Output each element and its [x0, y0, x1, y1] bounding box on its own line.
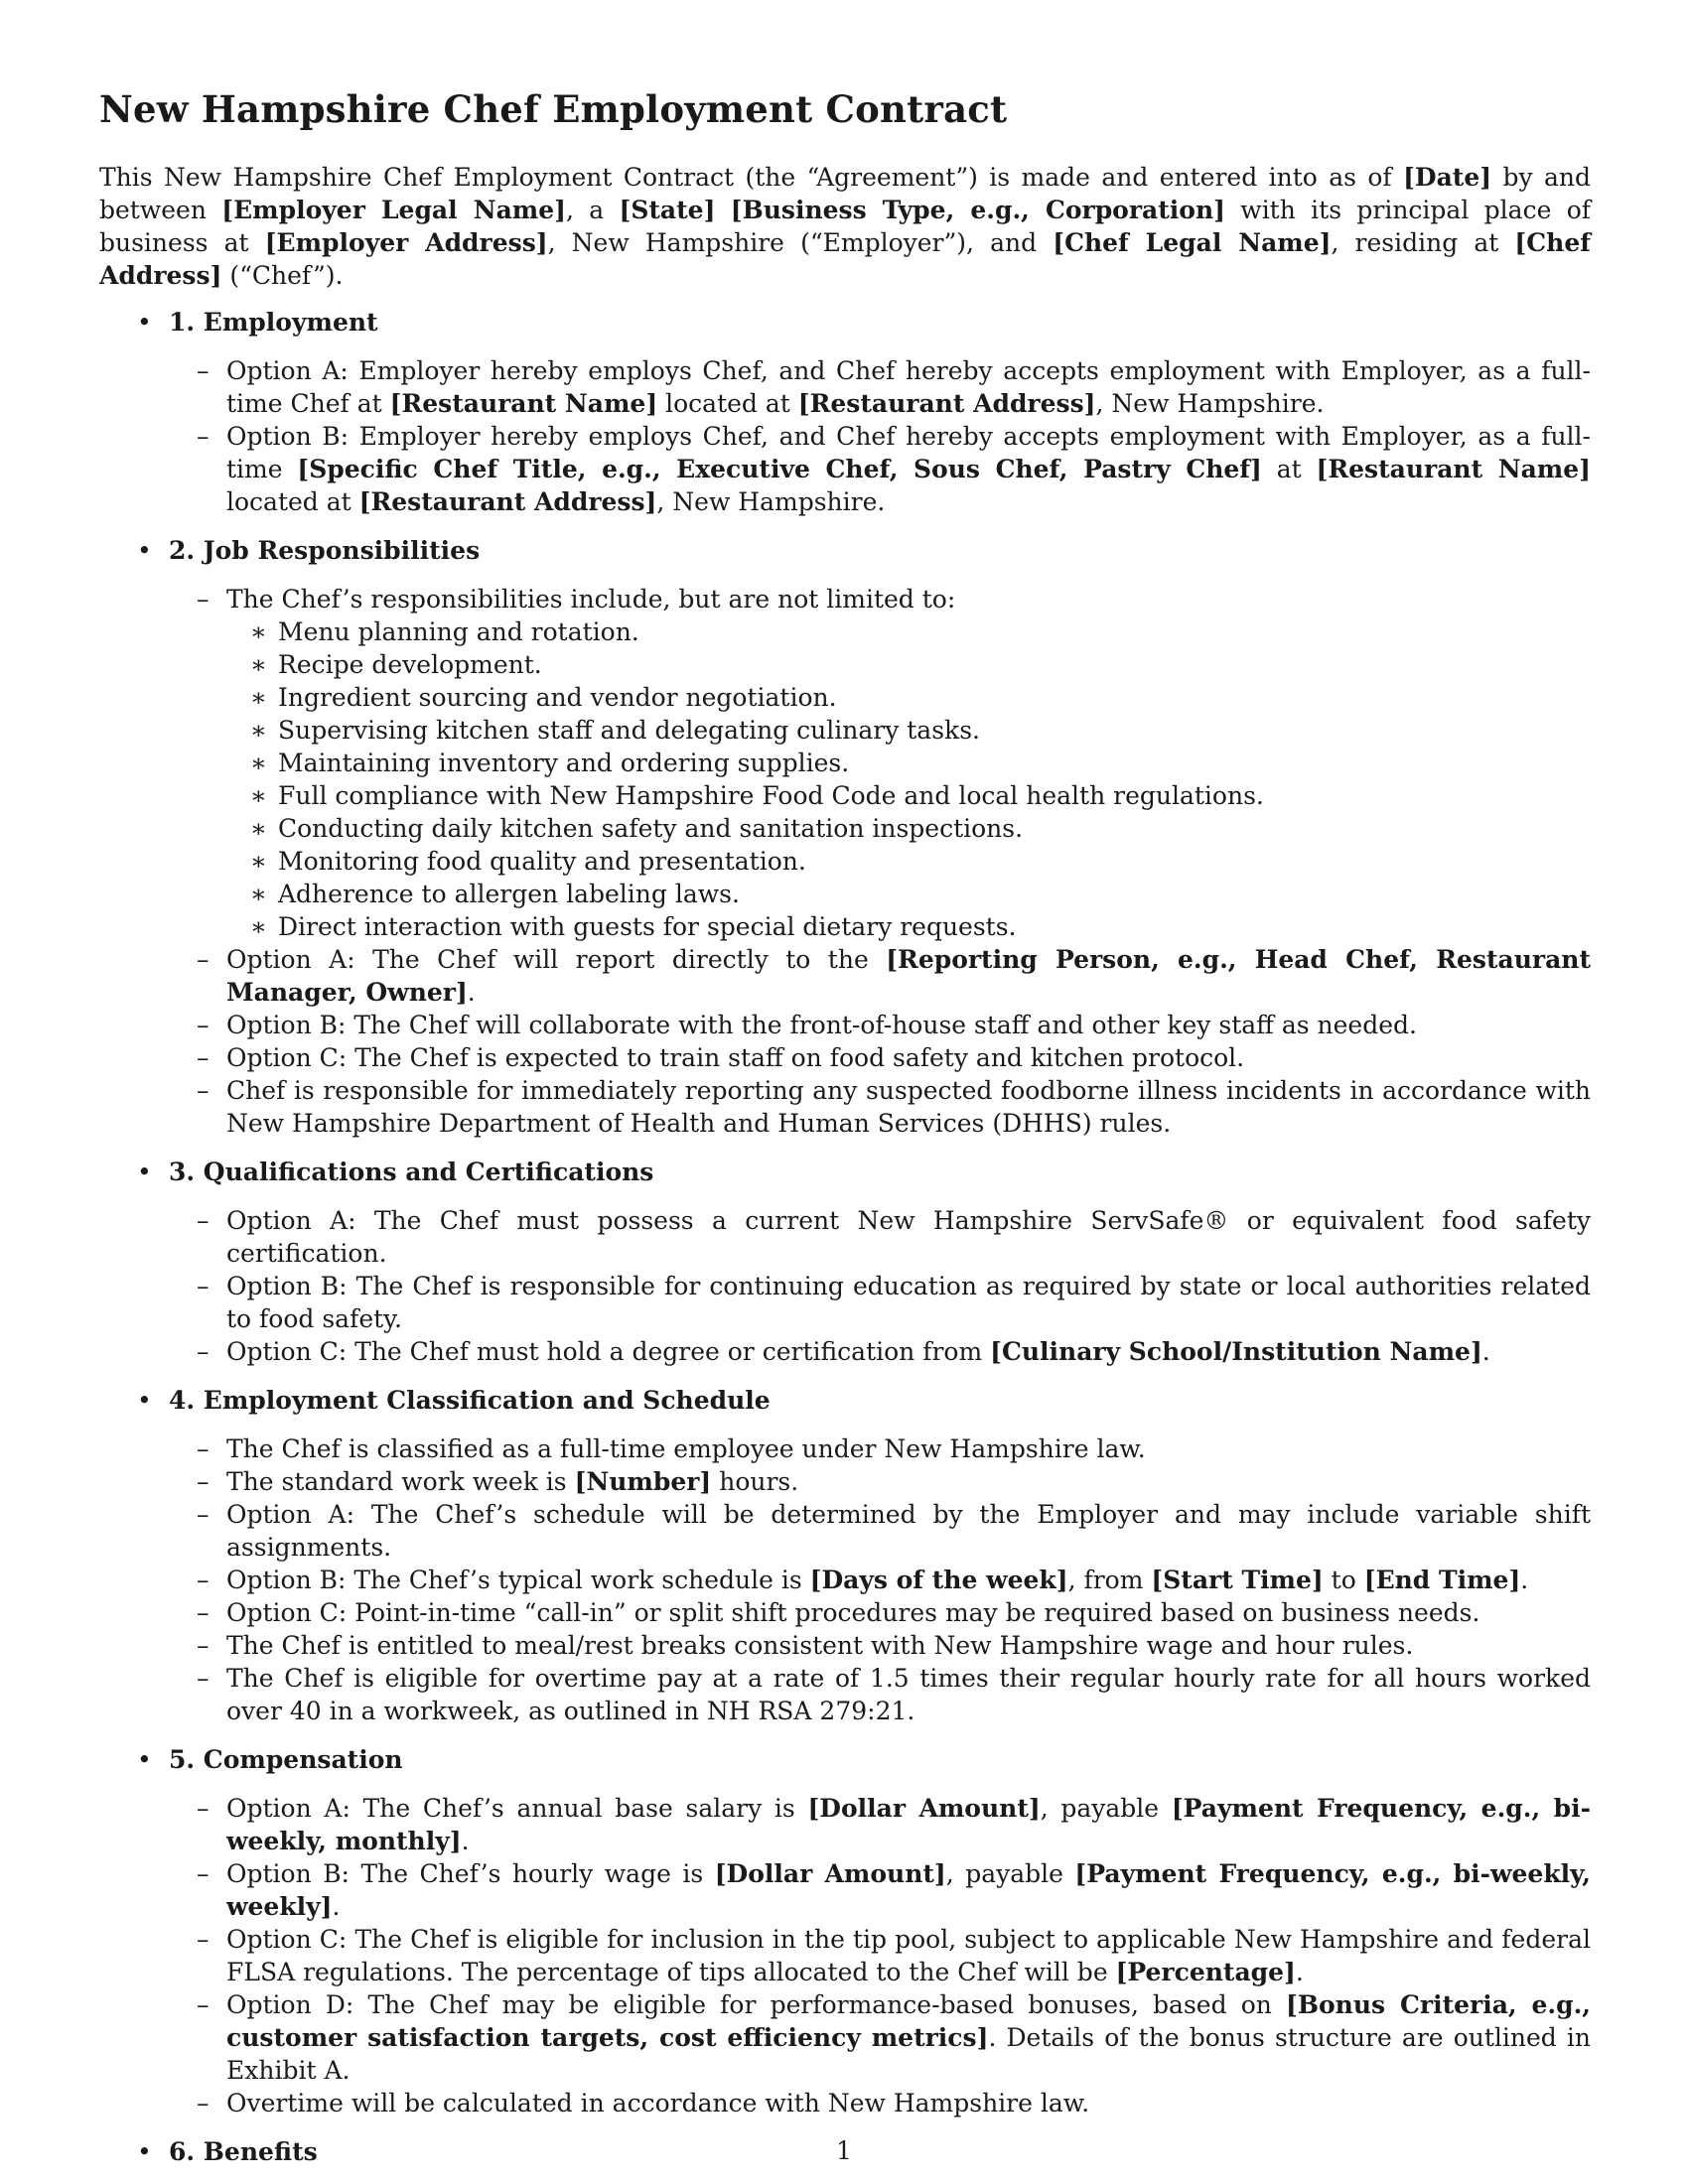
placeholder-state: [State]: [619, 196, 716, 225]
page-number: 1: [836, 2136, 852, 2165]
section-job-responsibilities: [99, 534, 1591, 1140]
intro-text: , residing at: [1331, 228, 1515, 258]
list-item: [169, 1662, 1591, 1727]
list-item: [169, 1074, 1591, 1140]
item-text: to: [1323, 1566, 1364, 1595]
item-text: .: [467, 978, 476, 1008]
list-item: [169, 943, 1591, 1009]
item-text: Option C: The Chef is eligible for inclusion in the tip pool, subject to applicable New Hampshire and federal FLSA regulations. The percentage of tips allocated to the Chef will be: [226, 1925, 1591, 1987]
list-item: [169, 1857, 1591, 1923]
duty-text: Ingredient sourcing and vendor negotiation.: [278, 683, 837, 713]
duty-item: [226, 747, 1591, 779]
list-item: [169, 1204, 1591, 1270]
item-text: .: [332, 1892, 341, 1922]
bullet: •: [137, 536, 152, 566]
duty-item: [226, 845, 1591, 878]
bullet: •: [137, 1745, 152, 1775]
dash-marker: –: [197, 945, 210, 975]
placeholder: [Restaurant Name]: [1316, 455, 1591, 484]
star-marker: ∗: [250, 617, 267, 647]
section-title: 3. Qualifications and Certifications: [169, 1158, 654, 1187]
star-marker: ∗: [250, 912, 267, 942]
item-text: Option C: The Chef is expected to train staff on food safety and kitchen protocol.: [226, 1043, 1245, 1073]
duty-item: [226, 878, 1591, 910]
list-item: [169, 1009, 1591, 1041]
item-text: , payable: [1040, 1794, 1172, 1824]
item-text: The standard work week is: [226, 1467, 575, 1497]
list-item: [169, 583, 1591, 943]
bullet: •: [137, 1158, 152, 1187]
dash-marker: –: [197, 1467, 210, 1497]
item-text: Overtime will be calculated in accordance with New Hampshire law.: [226, 2089, 1090, 2118]
list-item: [169, 1335, 1591, 1368]
item-text: Option C: Point-in-time “call-in” or split shift procedures may be required based on business needs.: [226, 1598, 1480, 1628]
intro-paragraph: [99, 161, 1591, 292]
list-item: [169, 1564, 1591, 1596]
list-item: [169, 420, 1591, 518]
bullet: •: [137, 308, 152, 338]
intro-text: , New Hampshire (“Employer”), and: [547, 228, 1054, 258]
item-text: located at: [226, 487, 359, 517]
list-item: [169, 354, 1591, 420]
duties-list: [226, 615, 1591, 943]
dash-marker: –: [197, 1500, 210, 1530]
list-item: [169, 1629, 1591, 1662]
section-title: 1. Employment: [169, 308, 378, 338]
duty-item: [226, 648, 1591, 681]
placeholder-employer-address: [Employer Address]: [264, 228, 548, 258]
dash-marker: –: [197, 1043, 210, 1073]
intro-text: , a: [565, 196, 620, 225]
duty-item: [226, 714, 1591, 747]
dash-marker: –: [197, 1076, 210, 1106]
duty-text: Supervising kitchen staff and delegating culinary tasks.: [278, 716, 980, 746]
item-text: .: [1520, 1566, 1529, 1595]
dash-marker: –: [197, 1794, 210, 1824]
list-item: [169, 1270, 1591, 1335]
item-text: Option C: The Chef must hold a degree or certification from: [226, 1337, 991, 1367]
list-item: [169, 1498, 1591, 1564]
list-item: [169, 1923, 1591, 1988]
section-compensation: [99, 1743, 1591, 2119]
intro-text: (“Chef”).: [221, 261, 344, 291]
item-text: .: [1481, 1337, 1490, 1367]
intro-text: [715, 196, 730, 224]
dash-marker: –: [197, 1631, 210, 1661]
duty-text: Full compliance with New Hampshire Food Code and local health regulations.: [278, 781, 1264, 811]
dash-marker: –: [197, 1337, 210, 1367]
duty-item: [226, 779, 1591, 812]
star-marker: ∗: [250, 749, 267, 778]
item-text: The Chef’s responsibilities include, but are not limited to:: [226, 585, 956, 614]
placeholder-chef-name: [Chef Legal Name]: [1053, 228, 1332, 258]
star-marker: ∗: [250, 650, 267, 680]
item-text: hours.: [711, 1467, 799, 1497]
duty-item: [226, 615, 1591, 648]
dash-marker: –: [197, 1859, 210, 1889]
dash-marker: –: [197, 1206, 210, 1236]
star-marker: ∗: [250, 880, 267, 909]
star-marker: ∗: [250, 716, 267, 746]
item-text: Option B: Employer hereby employs Chef, and Chef hereby accepts employment with Employer, as a full-time: [226, 422, 1591, 484]
item-text: Option A: Employer hereby employs Chef, and Chef hereby accepts employment with Employer, as a full-time Chef at: [226, 356, 1591, 419]
item-text: at: [1261, 455, 1317, 484]
bullet: •: [137, 1386, 152, 1416]
dash-marker: –: [197, 422, 210, 452]
item-text: , New Hampshire.: [656, 487, 886, 517]
item-text: located at: [657, 389, 798, 419]
placeholder: [Restaurant Address]: [797, 389, 1096, 419]
bullet: •: [137, 2137, 152, 2167]
sub-list: [169, 1433, 1591, 1727]
dash-marker: –: [197, 1272, 210, 1301]
placeholder: [Number]: [574, 1467, 712, 1497]
placeholder: [Payment Frequency, e.g., bi-weekly, monthly]: [226, 1794, 1591, 1856]
intro-text: This New Hampshire Chef Employment Contract (the “Agreement”) is made and entered into as of: [99, 163, 1404, 193]
duty-item: [226, 681, 1591, 714]
placeholder: [Restaurant Name]: [389, 389, 658, 419]
item-text: The Chef is classified as a full-time employee under New Hampshire law.: [226, 1434, 1146, 1464]
section-list: [99, 306, 1591, 2168]
intro-text: with its principal place of business at: [99, 196, 1592, 258]
sub-list: [169, 583, 1591, 1140]
placeholder-employer-name: [Employer Legal Name]: [221, 196, 566, 225]
document-title: New Hampshire Chef Employment Contract: [99, 87, 1008, 131]
item-text: , New Hampshire.: [1095, 389, 1325, 419]
item-text: . Details of the bonus structure are outlined in Exhibit A.: [226, 2023, 1592, 2086]
star-marker: ∗: [250, 814, 267, 844]
duty-text: Maintaining inventory and ordering supplies.: [278, 749, 850, 778]
dash-marker: –: [197, 1598, 210, 1628]
placeholder: [Reporting Person, e.g., Head Chef, Restaurant Manager, Owner]: [226, 945, 1591, 1008]
placeholder: [Bonus Criteria, e.g., customer satisfaction targets, cost efficiency metrics]: [226, 1990, 1591, 2053]
list-item: [169, 1041, 1591, 1074]
placeholder: [Dollar Amount]: [807, 1794, 1041, 1824]
item-text: The Chef is eligible for overtime pay at a rate of 1.5 times their regular hourly rate for all hours worked over 40 in a workweek, as outlined in NH RSA 279:21.: [226, 1664, 1591, 1726]
duty-item: [226, 812, 1591, 845]
section-employment: [99, 306, 1591, 518]
item-text: Option B: The Chef is responsible for continuing education as required by state or local authorities related to food safety.: [226, 1272, 1591, 1334]
star-marker: ∗: [250, 847, 267, 877]
section-title: 2. Job Responsibilities: [169, 536, 481, 566]
placeholder-business-type: [Business Type, e.g., Corporation]: [730, 196, 1225, 225]
sub-list: [169, 1204, 1591, 1368]
item-text: Option B: The Chef’s typical work schedule is: [226, 1566, 810, 1595]
dash-marker: –: [197, 356, 210, 386]
dash-marker: –: [197, 1566, 210, 1595]
dash-marker: –: [197, 1434, 210, 1464]
item-text: Option A: The Chef’s annual base salary is: [226, 1794, 808, 1824]
list-item: [169, 2087, 1591, 2119]
item-text: Option D: The Chef may be eligible for performance-based bonuses, based on: [226, 1990, 1287, 2020]
duty-text: Direct interaction with guests for special dietary requests.: [278, 912, 1017, 942]
placeholder: [End Time]: [1363, 1566, 1521, 1595]
sub-list: [169, 1792, 1591, 2119]
intro-text: by and between: [99, 163, 1592, 225]
placeholder: [Specific Chef Title, e.g., Executive Chef, Sous Chef, Pastry Chef]: [297, 455, 1262, 484]
dash-marker: –: [197, 1011, 210, 1040]
item-text: Chef is responsible for immediately reporting any suspected foodborne illness incidents in accordance with New Hampshire Department of Health and Human Services (DHHS) rules.: [226, 1076, 1591, 1139]
duty-item: [226, 910, 1591, 943]
star-marker: ∗: [250, 683, 267, 713]
item-text: The Chef is entitled to meal/rest breaks consistent with New Hampshire wage and hour rules.: [226, 1631, 1414, 1661]
duty-text: Monitoring food quality and presentation.: [278, 847, 806, 877]
placeholder-chef-address: [Chef Address]: [99, 228, 1591, 291]
placeholder: [Payment Frequency, e.g., bi-weekly, weekly]: [226, 1859, 1591, 1922]
placeholder: [Culinary School/Institution Name]: [990, 1337, 1482, 1367]
list-item: [169, 1988, 1591, 2087]
item-text: .: [461, 1827, 470, 1856]
section-qualifications: [99, 1156, 1591, 1368]
placeholder: [Restaurant Address]: [358, 487, 657, 517]
dash-marker: –: [197, 1664, 210, 1694]
list-item: [169, 1792, 1591, 1857]
section-title: 4. Employment Classification and Schedule: [169, 1386, 771, 1416]
duty-text: Conducting daily kitchen safety and sanitation inspections.: [278, 814, 1024, 844]
list-item: [169, 1465, 1591, 1498]
placeholder: [Start Time]: [1151, 1566, 1324, 1595]
dash-marker: –: [197, 1925, 210, 1955]
dash-marker: –: [197, 2089, 210, 2118]
sub-list: [169, 354, 1591, 518]
list-item: [169, 1433, 1591, 1465]
duty-text: Menu planning and rotation.: [278, 617, 639, 647]
placeholder: [Days of the week]: [809, 1566, 1068, 1595]
star-marker: ∗: [250, 781, 267, 811]
item-text: Option A: The Chef must possess a current New Hampshire ServSafe® or equivalent food safety certification.: [226, 1206, 1591, 1269]
item-text: , payable: [945, 1859, 1075, 1889]
section-classification-schedule: [99, 1384, 1591, 1727]
item-text: Option B: The Chef will collaborate with the front-of-house staff and other key staff as needed.: [226, 1011, 1417, 1040]
item-text: Option A: The Chef’s schedule will be determined by the Employer and may include variable shift assignments.: [226, 1500, 1591, 1563]
placeholder-date: [Date]: [1403, 163, 1492, 193]
item-text: .: [1295, 1958, 1304, 1987]
list-item: [169, 1596, 1591, 1629]
document-page: [99, 87, 1591, 2184]
section-title: 6. Benefits: [169, 2137, 318, 2167]
placeholder: [Percentage]: [1115, 1958, 1296, 1987]
item-text: Option B: The Chef’s hourly wage is: [226, 1859, 715, 1889]
item-text: , from: [1067, 1566, 1152, 1595]
duty-text: Recipe development.: [278, 650, 542, 680]
dash-marker: –: [197, 585, 210, 614]
dash-marker: –: [197, 1990, 210, 2020]
section-title: 5. Compensation: [169, 1745, 403, 1775]
duty-text: Adherence to allergen labeling laws.: [278, 880, 740, 909]
placeholder: [Dollar Amount]: [714, 1859, 946, 1889]
item-text: Option A: The Chef will report directly to the: [226, 945, 887, 975]
